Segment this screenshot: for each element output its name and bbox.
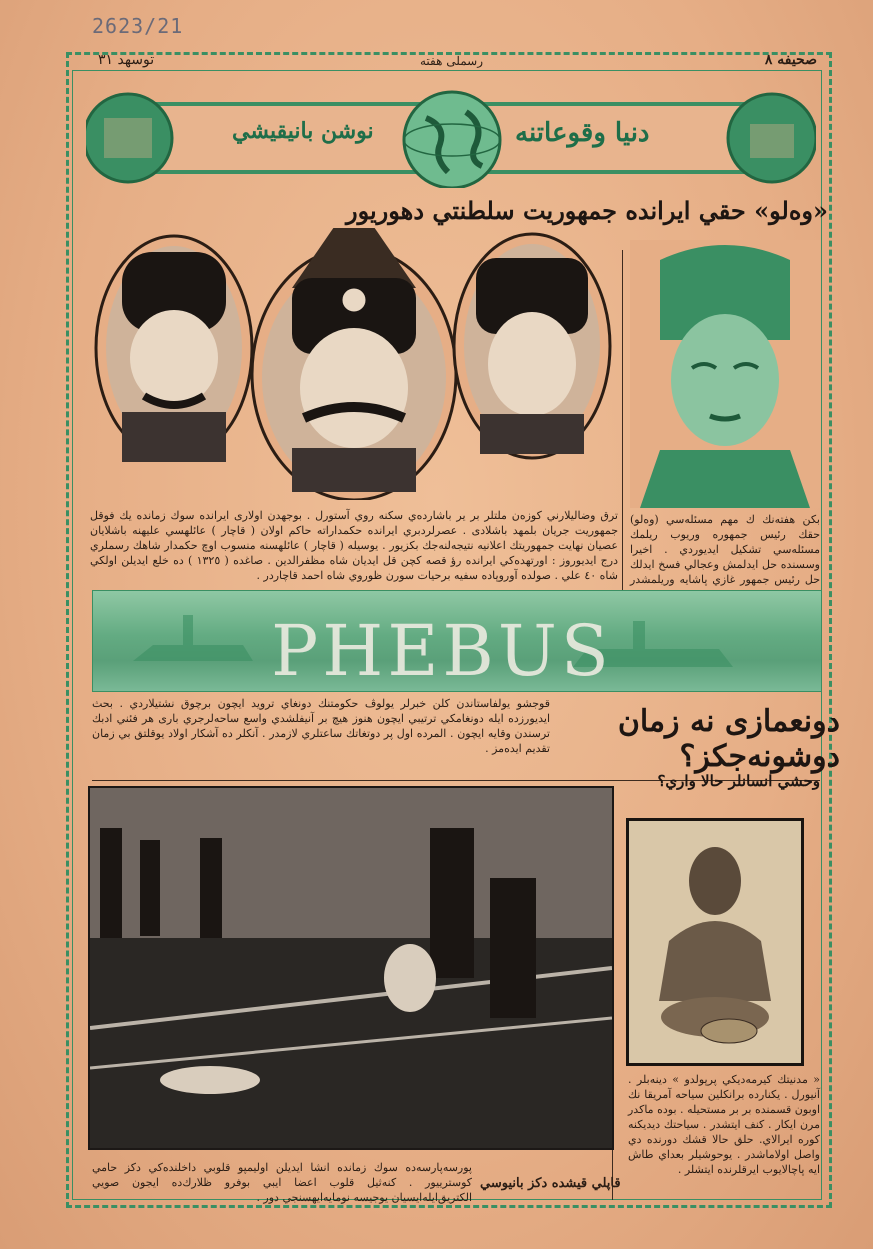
masthead-ornament (86, 88, 816, 188)
section-label: رسملی هفته (420, 54, 484, 68)
column-divider (622, 250, 623, 595)
phebus-watermark: PHEBUS (271, 610, 613, 692)
swim-caption: قوجشو يولفاستاندن كلن خبرلر يولوڤ حكومتنك دونغاي ترويد ايچون برچوق نشتيلاردي . بحث ايديورزده ايله دونغامكي ترتيبي ايچون هنوز هيچ بر آنيفلشدي واسع ساحه‌لرجري بارى هر فئني ادبك ترسندن وقايه ايچون . المرده اول پر دوتغاتك ساعتلري لازمدر . آنكلر ده آشكار اولاد يوقلتق بي زمان تقديم ايده‌مز . (92, 697, 550, 755)
pool-caption-title: قاپلي قيشده دكز بانيوسي (480, 1176, 621, 1191)
portrait-right (454, 234, 610, 458)
shah-portraits (92, 228, 614, 500)
masthead-title-right: دنيا وقوعاتنه (515, 118, 650, 148)
portrait-left (96, 236, 252, 462)
savage-caption: « مدنيتك كيرمه‌ديكي پرپولدو » دينه‌بلر . آنيورل . يكنارده برانكلين سياحه آمريقا نك اوبون قسمنده بر بر مستحيله . بوده ماكدر مرن ايكار . كنف ايتشدر . سياحتك ديديكنه كوره ايرالاي. حلق حالا قشك دورنده دي واصل اولاماشدر . يوحوشيلر بعداي طاش ايه پاچالايوب ايرقلرنده ايتشلر . (628, 1073, 820, 1176)
indoor-pool-photo (88, 786, 614, 1150)
savage-headline: وحشي انسانلر حالا واري؟ (657, 772, 820, 790)
pool-caption: پورسه‌پارسه‌ده سوك زمانده انشا ايديلن اوليمپو قلوبي داخلنده‌كي دكز حامي كوسترييور . كنه‌ثيل قلوب اعضا ايبي بوفرو ظلارك‌ده ايجون صويي الكتريق‌ايله‌ايسيان يوجيسه نومايه‌ايهسنجي دور . (92, 1161, 472, 1204)
issue-date: توسهد ٣١ (98, 52, 155, 68)
swim-headline: دونعمازی نه زمان دوشونه‌جکز؟ (617, 704, 840, 774)
page-number: صحيفه ٨ (764, 52, 817, 68)
savage-man-photo (626, 818, 804, 1066)
ataturk-caption: بكن هفته‌نك ك مهم مسئله‌سي (وه‌لو) حقك رئيس جمهوره وريوب ريلمك مسئله‌سي تشكيل ايديوردي . اخيرا وسسنده حل ايدلمش وعجالي فسخ ايدلك حل رئيس جمهور غازي پاشايه وريلمشدر (630, 513, 820, 586)
masthead-title-left: نوشن بانيقيشي (232, 118, 374, 144)
portrait-center (252, 228, 456, 500)
ataturk-portrait (630, 240, 820, 508)
globe-emblem (404, 92, 500, 188)
iran-caption: ترق وضاليلارني كوزه‌ن ملتلر بر ير باشارده‌ي سكنه روي آستورل . بوجهدن اولارى ايرانده سوك زمانده يك فوقل جمهوريت جريان بلمهد باشلادى . عصرلردبري ايرانده حكمداراته حاكم اولان ( قاچار ) عائلهسي عليهنه باشلايان عصيان نهايت جمهوريتك اعلانيه نتيجه‌لنه‌جك بكزيور . يوسيله ( قاچار ) عائلهسنه منسوب اوچ حكمدار شاهك رسملري درج ايديوروز : اورتهده‌كي ايرانده رؤ قصه كچن قل ايديان شاه مظفرالدين . صاغده ( ١٣٢٥ ) ده خلع ايديلن اولكي شاه ٤٠ علي . صولده آوروپاده سفيه برحيات سورن ظوروي شاه احمد قاچاردر . (90, 509, 618, 582)
iran-republic-headline: «وه‌لو» حقي ايرانده جمهوريت سلطنتي دهوريور (346, 196, 828, 225)
archive-pencil-mark: 2623/21 (92, 14, 184, 38)
masthead-banner (86, 88, 816, 188)
